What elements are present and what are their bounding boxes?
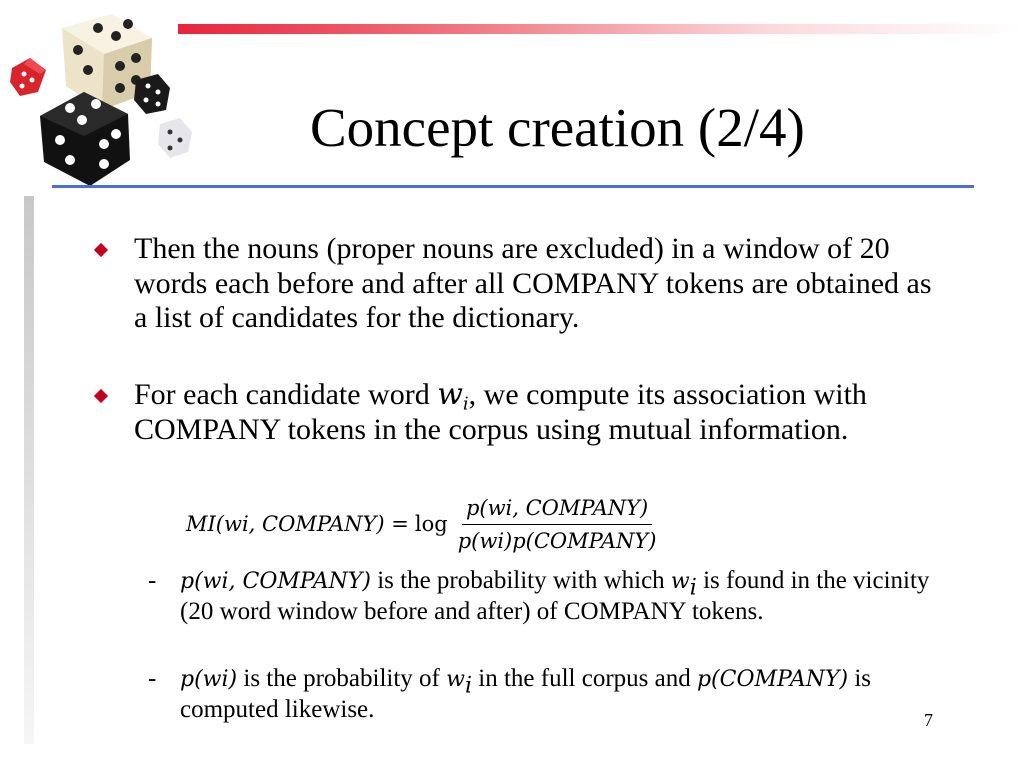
top-accent-bar: [178, 24, 1024, 34]
bullet-text-lead: For each candidate word: [134, 378, 438, 411]
formula-numerator: p(wi, COMPANY): [462, 496, 652, 525]
title-underline: [52, 185, 974, 188]
bullet-text-tail: , we compute its association with COMPANY tokens in the corpus using mutual information.: [134, 378, 867, 446]
black-die-icon: [40, 92, 130, 186]
math-expression: p(COMPANY): [696, 667, 849, 692]
sub-bullet-text: [180, 566, 948, 627]
bullet-diamond-icon: [94, 389, 108, 403]
math-var: w: [446, 667, 465, 692]
bullet-item-2: [96, 378, 936, 447]
formula-denominator: p(wi)p(COMPANY): [457, 528, 657, 553]
math-subscript: i: [464, 673, 473, 699]
small-black-die-icon: [134, 74, 170, 114]
sub-bullet-item-2: [148, 664, 948, 725]
text-segment: is the probability of: [237, 665, 447, 692]
bullet-text: [134, 378, 936, 447]
page-number: 7: [924, 710, 933, 730]
bullet-item-1: [96, 232, 936, 336]
formula-log: log: [414, 512, 448, 536]
math-subscript: i: [689, 575, 697, 601]
left-side-bar: [24, 196, 34, 744]
text-segment: in the full corpus and: [472, 665, 697, 692]
sub-bullet-dash: -: [148, 567, 157, 594]
text-segment: is computed likewise.: [180, 665, 871, 723]
bullet-text: Then the nouns (proper nouns are excluded) in a window of 20 words each before and after all COMPANY tokens are obtained as a list of candidates for the dictionary.: [134, 232, 932, 334]
red-die-icon: [10, 58, 46, 96]
formula-fraction: [454, 496, 661, 553]
math-expression: p(wi, COMPANY): [180, 569, 371, 594]
bullet-diamond-icon: [94, 243, 108, 257]
text-segment: is the probability with which: [370, 567, 671, 594]
math-expression: p(wi): [180, 667, 238, 692]
math-subscript: i: [462, 393, 469, 415]
text-segment: is found in the vicinity (20 word window before and after) of COMPANY tokens.: [180, 567, 930, 625]
sub-bullet-text: [180, 664, 948, 725]
math-var: w: [670, 569, 690, 594]
math-var: w: [437, 377, 463, 412]
dice-image: [0, 0, 200, 200]
sub-bullet-dash: -: [148, 665, 157, 692]
sub-bullet-item-1: [148, 566, 948, 627]
small-white-die-icon: [158, 118, 192, 158]
mutual-information-formula: [186, 484, 660, 564]
formula-lhs: MI(wi, COMPANY) =: [186, 512, 409, 536]
slide-title: Concept creation (2/4): [310, 97, 805, 158]
